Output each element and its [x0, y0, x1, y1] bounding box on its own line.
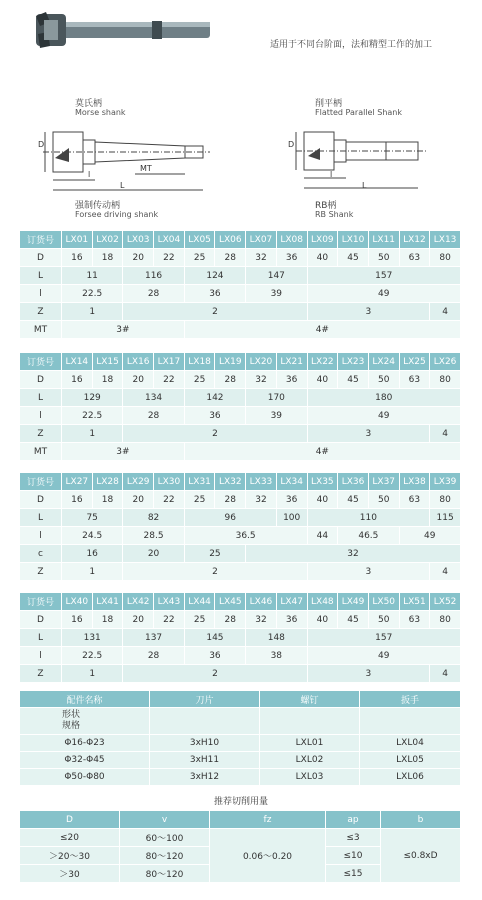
header-cell: LX08	[276, 231, 307, 249]
table-cell: 63	[399, 611, 430, 629]
table-cell: 45	[338, 371, 369, 389]
morse-dim-d: D	[38, 140, 45, 149]
table-row	[20, 647, 461, 665]
table-cell: LXL05	[360, 752, 461, 769]
table-cell: 36	[276, 491, 307, 509]
table-cell: ≤20	[20, 829, 120, 847]
header-cell: LX05	[184, 231, 215, 249]
table-cell: 32	[246, 371, 277, 389]
header-cell: LX01	[62, 231, 93, 249]
rb-title-en: RB Shank	[315, 210, 354, 219]
row-label: l	[20, 407, 62, 425]
table-cell: 36	[276, 371, 307, 389]
header-cell: LX30	[154, 473, 185, 491]
header-cell: LX12	[399, 231, 430, 249]
table-cell: LXL03	[260, 769, 360, 786]
row-label: MT	[20, 443, 62, 461]
header-cell: LX24	[368, 353, 399, 371]
header-cell: LX44	[184, 593, 215, 611]
header-cell: v	[120, 811, 210, 829]
table-row	[20, 611, 461, 629]
table-cell: 110	[307, 509, 430, 527]
table-cell: 157	[307, 629, 460, 647]
flatted-dim-d: D	[288, 140, 295, 149]
table-cell: 36.5	[184, 527, 307, 545]
table-row	[20, 665, 461, 683]
table-cell: 39	[246, 285, 307, 303]
table-cell: 22.5	[62, 407, 123, 425]
table-cell: 1	[62, 425, 123, 443]
table-cell: 40	[307, 611, 338, 629]
header-cell: LX32	[215, 473, 246, 491]
table-cell: 32	[246, 491, 277, 509]
table-cell: 2	[123, 303, 307, 321]
row-label: Z	[20, 563, 62, 581]
table-cell: 60～100	[120, 829, 210, 847]
table-cell: 28	[123, 285, 184, 303]
table-cell: 100	[276, 509, 307, 527]
table-cell: 142	[184, 389, 245, 407]
spec-table-forced	[19, 352, 461, 461]
table-cell: 129	[62, 389, 123, 407]
table-cell: 2	[123, 563, 307, 581]
forced-title-en: Forsee driving shank	[75, 210, 159, 219]
header-cell: LX49	[338, 593, 369, 611]
table-cell: ＞30	[20, 865, 120, 883]
table-cell: LXL01	[260, 735, 360, 752]
header-cell: LX35	[307, 473, 338, 491]
row-label: Z	[20, 303, 62, 321]
table-cell: 4#	[184, 443, 460, 461]
table-cell: 3	[307, 303, 430, 321]
table-row	[20, 629, 461, 647]
header-cell: LX34	[276, 473, 307, 491]
table-cell: 3xH10	[150, 735, 260, 752]
table-cell: 3	[307, 425, 430, 443]
row-label: l	[20, 285, 62, 303]
table-cell: 80	[430, 611, 461, 629]
row-label: L	[20, 267, 62, 285]
table-cell: 22	[154, 611, 185, 629]
header-cell: 扳手	[360, 691, 461, 708]
table-cell: 18	[92, 371, 123, 389]
row-label: Z	[20, 425, 62, 443]
table-cell: LXL04	[360, 735, 461, 752]
table-cell: 2	[123, 665, 307, 683]
table-row	[20, 509, 461, 527]
table-cell: 38	[246, 647, 307, 665]
header-cell: LX51	[399, 593, 430, 611]
table-cell: 3	[307, 665, 430, 683]
table-cell: 24.5	[62, 527, 123, 545]
header-cell: LX20	[246, 353, 277, 371]
table-cell: 137	[123, 629, 184, 647]
header-cell: LX27	[62, 473, 93, 491]
header-cell: LX26	[430, 353, 461, 371]
table-cell: 28	[215, 611, 246, 629]
table-cell: Φ50-Φ80	[20, 769, 150, 786]
header-cell: LX07	[246, 231, 277, 249]
table-cell: 18	[92, 491, 123, 509]
header-cell: LX25	[399, 353, 430, 371]
cutting-title: 推荐切削用量	[213, 797, 268, 807]
table-row	[20, 389, 461, 407]
row-label: l	[20, 647, 62, 665]
table-row	[20, 829, 461, 847]
table-row	[20, 303, 461, 321]
table-cell: 75	[62, 509, 123, 527]
table-cell: 3	[307, 563, 430, 581]
morse-title-cn: 莫氏柄	[75, 99, 103, 109]
table-cell: 20	[123, 249, 154, 267]
morse-dim-mt: MT	[140, 164, 152, 173]
table-cell	[150, 708, 260, 735]
table-cell: 45	[338, 611, 369, 629]
table-cell: 20	[123, 371, 154, 389]
table-cell: 49	[307, 407, 460, 425]
header-cell: LX29	[123, 473, 154, 491]
table-row	[20, 708, 461, 735]
table-cell: 49	[307, 647, 460, 665]
table-cell: LXL02	[260, 752, 360, 769]
row-label: L	[20, 509, 62, 527]
table-row	[20, 425, 461, 443]
header-cell: LX36	[338, 473, 369, 491]
header-cell: D	[20, 811, 120, 829]
morse-shank-drawing	[35, 118, 225, 196]
table-cell: 25	[184, 491, 215, 509]
header-cell: LX52	[430, 593, 461, 611]
flatted-title-cn: 削平柄	[315, 99, 343, 109]
table-cell: 28	[215, 491, 246, 509]
header-cell: LX50	[368, 593, 399, 611]
table-cell: 50	[368, 371, 399, 389]
table-cell: 4	[430, 563, 461, 581]
table-cell: 28.5	[123, 527, 184, 545]
header-cell: 刀片	[150, 691, 260, 708]
table-row	[20, 563, 461, 581]
table-row	[20, 752, 461, 769]
table-cell: 22	[154, 371, 185, 389]
table-cell: 16	[62, 545, 123, 563]
header-cell: 订货号	[20, 231, 62, 249]
row-label: D	[20, 491, 62, 509]
table-cell: 32	[246, 249, 277, 267]
table-cell: 46.5	[338, 527, 399, 545]
row-label: l	[20, 527, 62, 545]
morse-dim-L: L	[120, 181, 125, 190]
shape-label: 形状	[62, 710, 81, 720]
parts-table	[19, 690, 461, 786]
row-label: D	[20, 611, 62, 629]
row-label: D	[20, 249, 62, 267]
table-cell: 180	[307, 389, 460, 407]
table-row	[20, 527, 461, 545]
header-cell: LX48	[307, 593, 338, 611]
table-cell: 22.5	[62, 647, 123, 665]
table-cell: 63	[399, 371, 430, 389]
header-cell: LX33	[246, 473, 277, 491]
header-cell: LX21	[276, 353, 307, 371]
spec-label: 规格	[62, 721, 81, 731]
table-cell: 28	[123, 407, 184, 425]
table-cell: 16	[62, 611, 93, 629]
table-cell: 1	[62, 563, 123, 581]
table-cell: 22	[154, 249, 185, 267]
table-row	[20, 267, 461, 285]
table-cell: 22.5	[62, 285, 123, 303]
table-cell: 80～120	[120, 865, 210, 883]
table-cell: 1	[62, 303, 123, 321]
header-cell: LX09	[307, 231, 338, 249]
header-cell: LX38	[399, 473, 430, 491]
header-cell: LX03	[123, 231, 154, 249]
table-cell: 28	[123, 647, 184, 665]
table-cell: 3#	[62, 443, 185, 461]
header-cell: LX46	[246, 593, 277, 611]
table-cell: 39	[246, 407, 307, 425]
table-cell	[360, 708, 461, 735]
table-cell: 28	[215, 249, 246, 267]
header-cell: LX13	[430, 231, 461, 249]
header-cell: LX04	[154, 231, 185, 249]
header-cell: 螺钉	[260, 691, 360, 708]
table-cell: 80	[430, 371, 461, 389]
table-cell	[260, 708, 360, 735]
table-cell: 18	[92, 249, 123, 267]
table-cell: 20	[123, 545, 184, 563]
table-cell: 4	[430, 425, 461, 443]
table-cell: 3xH11	[150, 752, 260, 769]
header-cell: b	[381, 811, 461, 829]
table-cell: 50	[368, 249, 399, 267]
header-cell: 订货号	[20, 353, 62, 371]
row-label: MT	[20, 321, 62, 339]
table-cell: 145	[184, 629, 245, 647]
table-cell: 63	[399, 491, 430, 509]
table-cell: 25	[184, 249, 215, 267]
row-label: L	[20, 629, 62, 647]
table-cell: 134	[123, 389, 184, 407]
table-cell: ≤3	[326, 829, 381, 847]
table-cell: 40	[307, 371, 338, 389]
header-cell: LX22	[307, 353, 338, 371]
table-row	[20, 593, 461, 611]
forced-title-cn: 强制传动柄	[75, 201, 121, 211]
table-cell: 50	[368, 491, 399, 509]
table-row	[20, 353, 461, 371]
table-cell: LXL06	[360, 769, 461, 786]
header-cell: LX14	[62, 353, 93, 371]
table-row	[20, 491, 461, 509]
table-cell: 3#	[62, 321, 185, 339]
header-cell: LX16	[123, 353, 154, 371]
table-cell: 2	[123, 425, 307, 443]
header-cell: LX10	[338, 231, 369, 249]
flatted-title-en: Flatted Parallel Shank	[315, 108, 402, 117]
table-cell: 36	[184, 647, 245, 665]
spec-table-morse	[19, 230, 461, 339]
face-mill-photo	[32, 10, 210, 50]
header-cell: LX39	[430, 473, 461, 491]
intro-text: 适用于不同台阶面，法和精型工作的加工	[270, 40, 433, 50]
table-cell: 157	[307, 267, 460, 285]
header-cell: LX28	[92, 473, 123, 491]
table-cell: 25	[184, 611, 215, 629]
header-cell: LX23	[338, 353, 369, 371]
header-cell: ap	[326, 811, 381, 829]
table-cell: 4#	[184, 321, 460, 339]
header-cell: LX37	[368, 473, 399, 491]
table-row	[20, 407, 461, 425]
table-cell: 148	[246, 629, 307, 647]
table-cell: 16	[62, 371, 93, 389]
table-row	[20, 371, 461, 389]
header-cell: LX41	[92, 593, 123, 611]
header-cell: LX06	[215, 231, 246, 249]
table-cell: 20	[123, 611, 154, 629]
table-cell: 124	[184, 267, 245, 285]
table-cell: 170	[246, 389, 307, 407]
table-cell: 115	[430, 509, 461, 527]
table-cell: 22	[154, 491, 185, 509]
table-cell: 20	[123, 491, 154, 509]
header-cell: LX19	[215, 353, 246, 371]
table-cell: 1	[62, 665, 123, 683]
row-label: D	[20, 371, 62, 389]
table-cell: 32	[246, 545, 461, 563]
table-cell: ＞20～30	[20, 847, 120, 865]
header-cell: LX17	[154, 353, 185, 371]
table-cell: 40	[307, 491, 338, 509]
table-row	[20, 735, 461, 752]
table-cell: 40	[307, 249, 338, 267]
table-cell: 50	[368, 611, 399, 629]
table-row	[20, 811, 461, 829]
table-cell: 45	[338, 491, 369, 509]
table-cell: 147	[246, 267, 307, 285]
header-cell: LX18	[184, 353, 215, 371]
table-cell: 80	[430, 249, 461, 267]
table-cell: Φ16-Φ23	[20, 735, 150, 752]
header-cell: LX45	[215, 593, 246, 611]
header-cell: LX42	[123, 593, 154, 611]
table-row	[20, 443, 461, 461]
table-row	[20, 249, 461, 267]
spec-table-flatted	[19, 472, 461, 581]
header-cell: 配件名称	[20, 691, 150, 708]
table-cell: 16	[62, 249, 93, 267]
table-cell: 49	[307, 285, 460, 303]
table-cell: 32	[246, 611, 277, 629]
morse-title-en: Morse shank	[75, 108, 126, 117]
table-row	[20, 231, 461, 249]
table-cell: 16	[62, 491, 93, 509]
table-row	[20, 769, 461, 786]
table-row	[20, 321, 461, 339]
table-cell: 36	[276, 611, 307, 629]
table-cell: Φ32-Φ45	[20, 752, 150, 769]
table-cell: 36	[276, 249, 307, 267]
table-cell: 4	[430, 303, 461, 321]
table-cell: 80～120	[120, 847, 210, 865]
table-cell: 116	[123, 267, 184, 285]
row-label: Z	[20, 665, 62, 683]
table-cell: 11	[62, 267, 123, 285]
table-row	[20, 473, 461, 491]
table-cell: 36	[184, 407, 245, 425]
table-cell: 25	[184, 371, 215, 389]
table-cell: 25	[184, 545, 245, 563]
spec-table-rb	[19, 592, 461, 683]
table-cell: 18	[92, 611, 123, 629]
shape-spec-label	[20, 708, 150, 735]
table-cell: 44	[307, 527, 338, 545]
table-cell: 63	[399, 249, 430, 267]
header-cell: LX11	[368, 231, 399, 249]
table-cell: 45	[338, 249, 369, 267]
row-label: L	[20, 389, 62, 407]
header-cell: 订货号	[20, 593, 62, 611]
cutting-table	[19, 810, 461, 883]
table-cell: 0.06～0.20	[210, 829, 326, 883]
header-cell: LX15	[92, 353, 123, 371]
table-cell: 3xH12	[150, 769, 260, 786]
table-row	[20, 545, 461, 563]
flatted-dim-l: l	[330, 170, 333, 179]
header-cell: LX47	[276, 593, 307, 611]
table-cell: ≤10	[326, 847, 381, 865]
header-cell: LX31	[184, 473, 215, 491]
table-row	[20, 691, 461, 708]
rb-title-cn: RB柄	[315, 201, 337, 211]
table-cell: 82	[123, 509, 184, 527]
header-cell: LX43	[154, 593, 185, 611]
table-cell: 80	[430, 491, 461, 509]
table-cell: ≤0.8xD	[381, 829, 461, 883]
table-row	[20, 285, 461, 303]
header-cell: 订货号	[20, 473, 62, 491]
table-cell: 36	[184, 285, 245, 303]
table-cell: 96	[184, 509, 276, 527]
table-cell: 49	[399, 527, 460, 545]
header-cell: LX40	[62, 593, 93, 611]
table-cell: ≤15	[326, 865, 381, 883]
table-cell: 4	[430, 665, 461, 683]
flatted-dim-L: L	[362, 181, 367, 190]
table-cell: 131	[62, 629, 123, 647]
table-cell: 28	[215, 371, 246, 389]
header-cell: LX02	[92, 231, 123, 249]
morse-dim-l: l	[88, 170, 91, 179]
row-label: c	[20, 545, 62, 563]
header-cell: fz	[210, 811, 326, 829]
